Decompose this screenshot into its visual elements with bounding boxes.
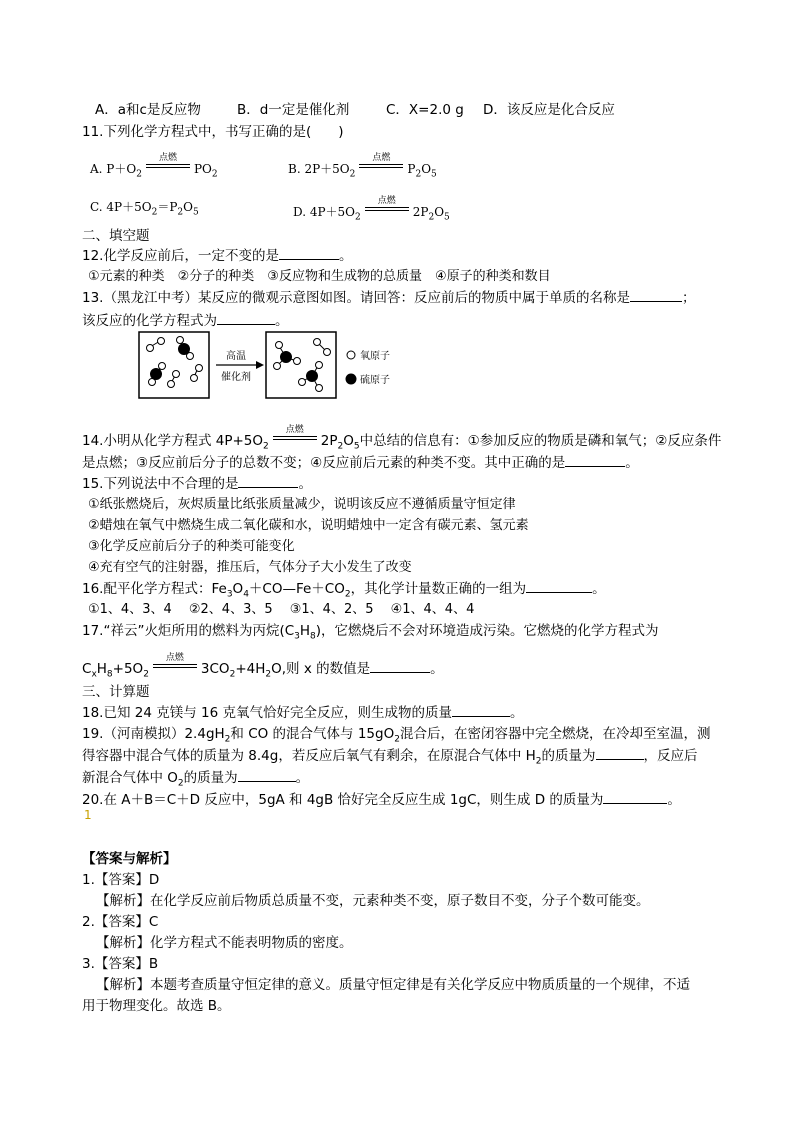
so2-molecule-2	[149, 363, 166, 386]
q10-option-a: A．a和c是反应物	[95, 102, 201, 118]
q19-line1: 19.（河南模拟）$2.4gH_2$和 CO 的混合气体与 $15gO_2$混合后，在密闭容器中完全燃烧，在冷却至室温，测	[82, 726, 711, 745]
q11-option-d: D. $4P+5O_2$ 点燃 $2P_2O_5$	[293, 196, 450, 223]
q12-options: ①元素的种类 ②分子的种类 ③反应物和生成物的总质量 ④原子的种类和数目	[88, 269, 551, 284]
explanation-3-line2: 用于物理变化。故选 B。	[82, 998, 231, 1014]
arrow-label-bottom: 催化剂	[221, 372, 251, 383]
o2-leftover	[314, 339, 331, 356]
o2-molecule-1	[147, 338, 165, 352]
q20: 20.在 A＋B＝C＋D 反应中，5gA 和 4gB 恰好完全反应生成 1gC，则生成 D 的质量为 。	[82, 792, 681, 808]
so3-molecule-2	[299, 362, 323, 392]
q13-line2: 该反应的化学方程式为 。	[82, 313, 289, 329]
answer-3: 3.【答案】B	[82, 956, 159, 972]
q11-option-a: A. $P+O_2$ 点燃 $PO_2$	[90, 153, 218, 180]
q10-option-b: B．d一定是催化剂	[237, 102, 350, 118]
section-fill-blank-heading: 二、填空题	[82, 228, 150, 244]
explanation-1: 【解析】在化学反应前后物质总质量不变，元素种类不变，原子数目不变，分子个数可能变。	[96, 893, 650, 909]
so3-molecule-1	[274, 342, 301, 370]
q14-line2: 是点燃；③反应前后分子的总数不变；④反应前后元素的种类不变。其中正确的是 。	[82, 455, 639, 471]
q15-option-2: ②蜡烛在氧气中燃烧生成二氧化碳和水，说明蜡烛中一定含有碳元素、氢元素	[88, 518, 529, 533]
o2-molecule-2	[168, 371, 180, 388]
q15-option-3: ③化学反应前后分子的种类可能变化	[88, 539, 295, 554]
q19-line2: 得容器中混合气体的质量为 8.4g，若反应后氧气有剩余，在原混合气体中 $H_2$的质量为 ，反应后	[82, 748, 698, 767]
q16-stem: 16.配平化学方程式：$Fe_3O_4+CO—Fe+CO_2$，其化学计量数正确的一组为 。	[82, 581, 606, 600]
legend-sulfur-label: 硫原子	[360, 375, 390, 386]
q11-option-b: B. $2P+5O_2$ 点燃 $P_2O_5$	[288, 153, 437, 180]
sulfur-atom-legend-icon	[346, 374, 357, 385]
q13-micro-diagram	[138, 331, 438, 401]
section-calculation-heading: 三、计算题	[82, 684, 150, 700]
q17-line1: 17.“祥云”火炬所用的燃料为丙烷$(C_3H_8)$，它燃烧后不会对环境造成污染。它燃烧的化学方程式为	[82, 623, 659, 642]
q15-option-1: ①纸张燃烧后，灰烬质量比纸张质量减少，说明该反应不遵循质量守恒定律	[88, 497, 516, 512]
q10-option-d: D．该反应是化合反应	[483, 102, 615, 118]
q10-option-c: C．X=2.0 g	[386, 102, 464, 118]
q15-stem: 15.下列说法中不合理的是 。	[82, 476, 312, 492]
q16-options: ①1、4、3、4 ②2、4、3、5 ③1、4、2、5 ④1、4、4、4	[88, 602, 475, 617]
page-mark: 1	[84, 808, 92, 822]
q11-stem: 11.下列化学方程式中，书写正确的是( )	[82, 124, 344, 140]
q13-line1: 13.（黑龙江中考）某反应的微观示意图如图。请回答：反应前后的物质中属于单质的名称是 ；	[82, 290, 696, 306]
q19-line3: 新混合气体中 $O_2$的质量为 。	[82, 770, 310, 789]
o2-molecule-3	[191, 365, 203, 382]
answers-heading: 【答案与解析】	[82, 851, 177, 867]
explanation-3-line1: 【解析】本题考查质量守恒定律的意义。质量守恒定律是有关化学反应中物质质量的一个规律，不适	[96, 977, 690, 993]
answer-2: 2.【答案】C	[82, 914, 159, 930]
q14-line1: 14.小明从化学方程式 $4P+5O_2$ 点燃 $2P_2O_5$中总结的信息有：①参加反应的物质是磷和氧气；②反应条件	[82, 425, 722, 452]
so2-molecule-1	[177, 337, 194, 360]
reaction-arrowhead	[256, 361, 264, 369]
q17-line2: $C_xH_8+5O_2$ 点燃 $3CO_2+4H_2O$,则 x 的数值是 。	[82, 653, 444, 680]
oxygen-atom-legend-icon	[347, 351, 355, 359]
answer-1: 1.【答案】D	[82, 872, 160, 888]
q12-stem: 12.化学反应前后，一定不变的是 。	[82, 248, 353, 264]
q18: 18.已知 24 克镁与 16 克氧气恰好完全反应，则生成物的质量 。	[82, 705, 524, 721]
explanation-2: 【解析】化学方程式不能表明物质的密度。	[96, 935, 353, 951]
legend-oxygen-label: 氧原子	[360, 351, 390, 362]
arrow-label-top: 高温	[226, 351, 246, 362]
q11-option-c: C. $4P+5O_2=P_2O_5$	[90, 200, 199, 218]
q15-option-4: ④充有空气的注射器，推压后，气体分子大小发生了改变	[88, 560, 412, 575]
